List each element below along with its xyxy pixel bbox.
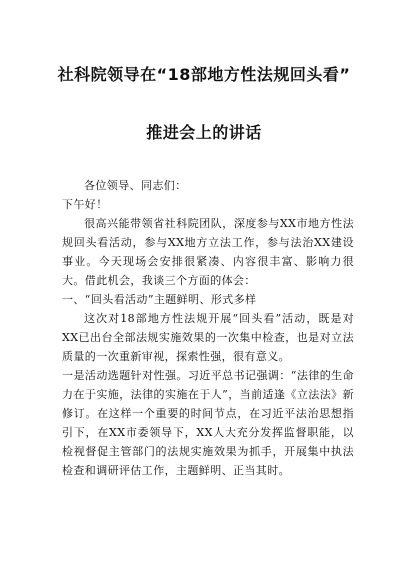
- salutation: 各位领导、同志们：: [84, 179, 187, 192]
- section-heading-1: 一、“回头看活动”主题鲜明、形式多样: [62, 293, 257, 306]
- paragraph-intro: 很高兴能带领省社科院团队，深度参与XX市地方性法规回头看活动，参与XX地方立法工作，参与法治XX建设事业。今天现场会安排很紧凑、内容很丰富、影响力很大。借此机会，我谈三个方面的体会：: [62, 217, 354, 287]
- paragraph-section-1: 这次对18部地方性法规开展“回头看”活动，既是对XX已出台全部法规实施效果的一次集中检查，也是对立法质量的一次重新审视，探索性强，很有意义。: [62, 312, 354, 363]
- document-title-line-2: 推进会上的讲话: [146, 123, 262, 142]
- document-title-line-1: 社科院领导在“18部地方性法规回头看”: [57, 65, 351, 84]
- greeting: 下午好！: [62, 198, 108, 211]
- paragraph-point-1: 一是活动选题针对性强。习近平总书记强调：“法律的生命力在于实施，法律的实施在于人”，当前适逢《立法法》新修订。在这样一个重要的时间节点，在习近平法治思想指引下，在XX市委领导下，XX人大充分发挥监督职能，以检视督促主管部门的法规实施效果为抓手，开展集中执法检查和调研评估工作，主题鲜明、正当其时。: [62, 369, 354, 477]
- document-body: [62, 176, 354, 480]
